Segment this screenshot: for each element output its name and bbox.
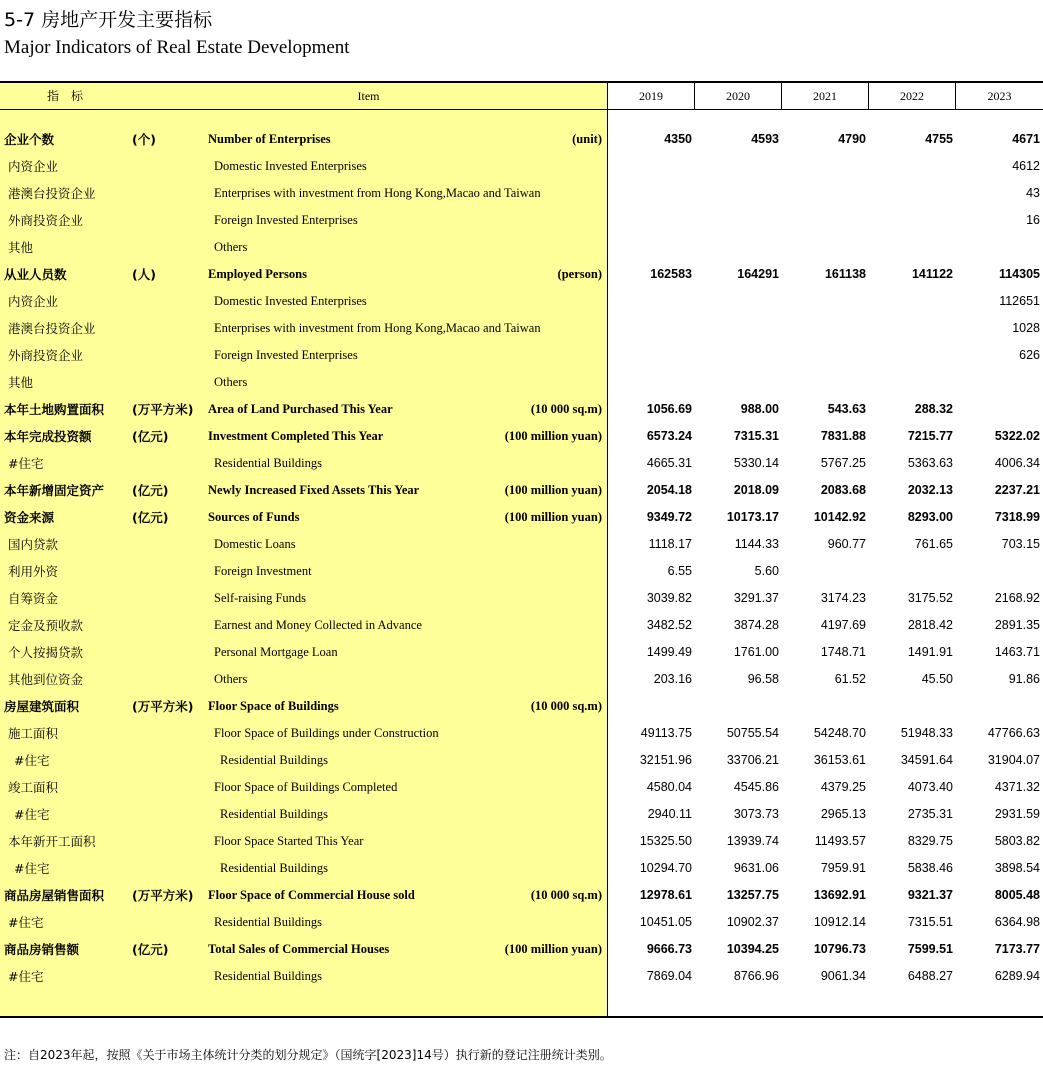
table-row: [0, 720, 1043, 747]
value-cell: 3482.52: [646, 618, 692, 632]
indicator-name-cn: 商品房屋销售面积: [4, 888, 105, 903]
value-cell: 960.77: [827, 537, 866, 551]
table-row: [0, 342, 1043, 369]
indicator-name-cn: 其他: [8, 240, 34, 255]
unit-en: (10 000 sq.m): [530, 402, 602, 416]
value-cell: 10173.17: [726, 510, 779, 524]
indicator-name-en: Self-raising Funds: [214, 591, 307, 605]
table-row: [0, 774, 1043, 801]
value-cell: 61.52: [834, 672, 866, 686]
footnote: 注：自2023年起，按照《关于市场主体统计分类的划分规定》（国统字[2023]14号）执行新的登记注册统计类别。: [4, 1048, 612, 1062]
table-row: [0, 828, 1043, 855]
value-cell: 10796.73: [813, 942, 866, 956]
value-cell: 50755.54: [726, 726, 779, 740]
value-cell: 9666.73: [646, 942, 692, 956]
value-cell: 96.58: [747, 672, 779, 686]
value-cell: 164291: [737, 267, 779, 281]
indicator-name-en: Residential Buildings: [214, 969, 322, 983]
unit-en: (100 million yuan): [504, 483, 602, 497]
value-cell: 10294.70: [639, 861, 692, 875]
indicator-name-en: Floor Space of Buildings: [208, 699, 339, 713]
value-cell: 45.50: [921, 672, 953, 686]
value-cell: 703.15: [1001, 537, 1040, 551]
table-row: [0, 153, 1043, 180]
header-item: Item: [357, 89, 380, 103]
table-row: [0, 666, 1043, 693]
indicator-name-en: Sources of Funds: [208, 510, 300, 524]
value-cell: 5322.02: [994, 429, 1040, 443]
header-bottom-rule: [0, 109, 1043, 110]
unit-cn: (人): [132, 267, 156, 282]
indicator-name-cn: 其他: [8, 375, 34, 390]
value-cell: 47766.63: [987, 726, 1040, 740]
indicator-name-en: Investment Completed This Year: [208, 429, 384, 443]
value-cell: 1748.71: [820, 645, 866, 659]
value-cell: 1056.69: [646, 402, 692, 416]
value-cell: 2018.09: [733, 483, 779, 497]
value-cell: 6364.98: [994, 915, 1040, 929]
value-cell: 9061.34: [820, 969, 866, 983]
value-cell: 10912.14: [813, 915, 866, 929]
value-cell: 7215.77: [907, 429, 953, 443]
indicator-name-en: Residential Buildings: [214, 915, 322, 929]
value-cell: 11493.57: [814, 834, 866, 848]
value-cell: 5.60: [754, 564, 779, 578]
value-cell: 4371.32: [994, 780, 1040, 794]
table-row: [0, 261, 1043, 288]
value-cell: 1028: [1012, 321, 1040, 335]
value-cell: 1761.00: [733, 645, 779, 659]
value-cell: 1144.33: [734, 537, 779, 551]
table-row: [0, 126, 1043, 153]
value-cell: 3291.37: [733, 591, 779, 605]
unit-en: (100 million yuan): [504, 429, 602, 443]
table-row: [0, 207, 1043, 234]
value-cell: 1491.91: [907, 645, 953, 659]
value-cell: 13692.91: [813, 888, 866, 902]
value-cell: 4665.31: [646, 456, 692, 470]
value-cell: 5803.82: [994, 834, 1040, 848]
unit-cn: (亿元): [132, 942, 169, 957]
value-cell: 9321.37: [907, 888, 953, 902]
indicator-name-en: Residential Buildings: [220, 807, 328, 821]
value-cell: 13257.75: [726, 888, 779, 902]
indicator-name-cn: 港澳台投资企业: [8, 186, 96, 201]
value-cell: 10902.37: [726, 915, 779, 929]
value-cell: 49113.75: [640, 726, 692, 740]
table-row: [0, 558, 1043, 585]
value-cell: 988.00: [740, 402, 779, 416]
indicator-name-en: Enterprises with investment from Hong Kong,Macao and Taiwan: [214, 186, 541, 200]
value-cell: 3898.54: [994, 861, 1040, 875]
table-row: [0, 747, 1043, 774]
indicator-name-cn: 定金及预收款: [8, 618, 84, 633]
value-cell: 4006.34: [994, 456, 1040, 470]
value-cell: 7831.88: [820, 429, 866, 443]
value-cell: 9349.72: [646, 510, 692, 524]
indicator-name-en: Newly Increased Fixed Assets This Year: [208, 483, 420, 497]
indicator-name-en: Residential Buildings: [214, 456, 322, 470]
indicator-name-cn: 从业人员数: [4, 267, 67, 282]
indicator-name-en: Floor Space of Commercial House sold: [208, 888, 415, 902]
value-cell: 3174.23: [820, 591, 866, 605]
indicator-name-en: Personal Mortgage Loan: [214, 645, 338, 659]
value-cell: 2940.11: [647, 807, 692, 821]
table-row: [0, 423, 1043, 450]
value-cell: 7315.51: [907, 915, 953, 929]
indicator-name-en: Domestic Invested Enterprises: [214, 294, 367, 308]
indicator-name-en: Domestic Loans: [214, 537, 296, 551]
value-cell: 4612: [1012, 159, 1040, 173]
value-cell: 626: [1019, 348, 1040, 362]
indicator-name-cn: #住宅: [8, 969, 44, 984]
indicator-name-cn: 内资企业: [8, 159, 59, 174]
unit-en: (unit): [572, 132, 602, 146]
value-cell: 8005.48: [994, 888, 1040, 902]
indicator-name-en: Employed Persons: [208, 267, 307, 281]
indicator-name-cn: 房屋建筑面积: [4, 699, 80, 714]
indicator-name-cn: 施工面积: [8, 726, 59, 741]
indicator-name-en: Residential Buildings: [220, 861, 328, 875]
value-cell: 4379.25: [820, 780, 866, 794]
value-cell: 4671: [1012, 132, 1040, 146]
unit-en: (100 million yuan): [504, 942, 602, 956]
value-cell: 141122: [911, 267, 953, 281]
indicator-name-cn: 企业个数: [4, 132, 55, 147]
table-row: [0, 693, 1043, 720]
value-cell: 6289.94: [994, 969, 1040, 983]
header-year: 2021: [813, 89, 837, 103]
indicator-name-cn: 外商投资企业: [8, 348, 84, 363]
value-cell: 543.63: [827, 402, 866, 416]
value-cell: 1499.49: [646, 645, 692, 659]
indicator-name-cn: 本年土地购置面积: [4, 402, 105, 417]
value-cell: 2965.13: [820, 807, 866, 821]
table-row: [0, 288, 1043, 315]
value-cell: 5363.63: [907, 456, 953, 470]
table-title-cn: 5-7 房地产开发主要指标: [4, 9, 213, 31]
value-cell: 10142.92: [813, 510, 866, 524]
value-cell: 288.32: [914, 402, 953, 416]
value-cell: 5767.25: [820, 456, 866, 470]
unit-en: (person): [557, 267, 602, 281]
header-year: 2019: [639, 89, 663, 103]
value-cell: 3039.82: [646, 591, 692, 605]
value-cell: 4197.69: [820, 618, 866, 632]
value-cell: 5330.14: [733, 456, 779, 470]
value-cell: 2818.42: [907, 618, 953, 632]
value-cell: 7173.77: [994, 942, 1040, 956]
indicator-name-cn: 外商投资企业: [8, 213, 84, 228]
value-cell: 5838.46: [907, 861, 953, 875]
value-cell: 34591.64: [900, 753, 953, 767]
value-cell: 1463.71: [994, 645, 1040, 659]
value-cell: 2083.68: [820, 483, 866, 497]
value-cell: 2891.35: [994, 618, 1040, 632]
table-body: [0, 126, 1043, 990]
indicator-name-en: Floor Space Started This Year: [214, 834, 364, 848]
indicator-name-en: Others: [214, 240, 248, 254]
table-row: [0, 531, 1043, 558]
value-cell: 91.86: [1008, 672, 1040, 686]
indicator-name-cn: 本年新增固定资产: [4, 483, 105, 498]
value-cell: 8293.00: [907, 510, 953, 524]
indicator-name-en: Domestic Invested Enterprises: [214, 159, 367, 173]
value-cell: 2054.18: [646, 483, 692, 497]
indicator-name-en: Enterprises with investment from Hong Kong,Macao and Taiwan: [214, 321, 541, 335]
value-cell: 7315.31: [733, 429, 779, 443]
value-cell: 3175.52: [907, 591, 953, 605]
indicator-name-en: Foreign Invested Enterprises: [214, 213, 358, 227]
indicator-name-en: Others: [214, 375, 248, 389]
value-cell: 2931.59: [994, 807, 1040, 821]
value-cell: 7869.04: [646, 969, 692, 983]
value-cell: 7318.99: [994, 510, 1040, 524]
indicator-name-cn: 个人按揭贷款: [8, 645, 84, 660]
unit-cn: (亿元): [132, 483, 169, 498]
table-row: [0, 963, 1043, 990]
value-cell: 8329.75: [907, 834, 953, 848]
header-year: 2022: [900, 89, 924, 103]
value-cell: 10451.05: [639, 915, 692, 929]
header-year: 2020: [726, 89, 750, 103]
indicator-name-en: Foreign Invested Enterprises: [214, 348, 358, 362]
table-row: [0, 639, 1043, 666]
indicator-name-cn: 其他到位资金: [8, 672, 84, 687]
value-cell: 43: [1026, 186, 1040, 200]
indicator-name-cn: #住宅: [14, 861, 50, 876]
header-year: 2023: [987, 89, 1012, 103]
indicator-name-en: Residential Buildings: [220, 753, 328, 767]
value-cell: 36153.61: [813, 753, 866, 767]
value-cell: 8766.96: [733, 969, 779, 983]
value-cell: 51948.33: [900, 726, 953, 740]
indicator-name-cn: 内资企业: [8, 294, 59, 309]
indicator-name-cn: 资金来源: [4, 510, 55, 525]
indicator-name-cn: 自筹资金: [8, 591, 59, 606]
header-indicator: 指 标: [46, 89, 83, 103]
value-cell: 4350: [664, 132, 692, 146]
value-cell: 4593: [751, 132, 779, 146]
indicator-name-en: Floor Space of Buildings under Construction: [214, 726, 439, 740]
value-cell: 15325.50: [639, 834, 692, 848]
table-row: [0, 585, 1043, 612]
value-cell: 33706.21: [726, 753, 779, 767]
value-cell: 12978.61: [639, 888, 692, 902]
indicator-name-cn: 本年完成投资额: [4, 429, 92, 444]
unit-cn: (亿元): [132, 429, 169, 444]
unit-en: (100 million yuan): [504, 510, 602, 524]
indicator-name-en: Floor Space of Buildings Completed: [214, 780, 398, 794]
indicator-name-cn: 国内贷款: [8, 537, 59, 552]
table-row: [0, 909, 1043, 936]
table-row: [0, 936, 1043, 963]
value-cell: 2032.13: [907, 483, 953, 497]
table-title-en: Major Indicators of Real Estate Development: [4, 37, 350, 58]
value-cell: 16: [1026, 213, 1040, 227]
value-cell: 162583: [650, 267, 692, 281]
table-row: [0, 477, 1043, 504]
indicator-name-cn: 利用外资: [8, 564, 59, 579]
value-cell: 7599.51: [907, 942, 953, 956]
table-row: [0, 504, 1043, 531]
value-cell: 6488.27: [907, 969, 953, 983]
indicator-name-cn: 竣工面积: [8, 780, 59, 795]
table-row: [0, 612, 1043, 639]
value-cell: 32151.96: [639, 753, 692, 767]
table-row: [0, 234, 1043, 261]
table-row: [0, 369, 1043, 396]
unit-en: (10 000 sq.m): [530, 888, 602, 902]
value-cell: 4755: [925, 132, 953, 146]
unit-cn: (亿元): [132, 510, 169, 525]
table-row: [0, 882, 1043, 909]
value-cell: 4073.40: [907, 780, 953, 794]
unit-en: (10 000 sq.m): [530, 699, 602, 713]
value-cell: 9631.06: [733, 861, 779, 875]
value-cell: 203.16: [653, 672, 692, 686]
indicator-name-cn: 本年新开工面积: [8, 834, 96, 849]
table-row: [0, 180, 1043, 207]
value-cell: 4580.04: [646, 780, 692, 794]
value-cell: 6.55: [667, 564, 692, 578]
value-cell: 13939.74: [726, 834, 779, 848]
unit-cn: (万平方米): [132, 888, 194, 903]
table-row: [0, 801, 1043, 828]
value-cell: 3874.28: [733, 618, 779, 632]
value-cell: 761.65: [914, 537, 953, 551]
indicator-name-cn: 港澳台投资企业: [8, 321, 96, 336]
unit-cn: (个): [132, 132, 156, 147]
indicator-name-cn: #住宅: [8, 456, 44, 471]
value-cell: 54248.70: [813, 726, 866, 740]
value-cell: 2237.21: [994, 483, 1040, 497]
unit-cn: (万平方米): [132, 699, 194, 714]
value-cell: 114305: [998, 267, 1040, 281]
value-cell: 112651: [999, 294, 1040, 308]
value-cell: 31904.07: [987, 753, 1040, 767]
value-cell: 2735.31: [907, 807, 953, 821]
table-row: [0, 855, 1043, 882]
value-cell: 6573.24: [646, 429, 692, 443]
unit-cn: (万平方米): [132, 402, 194, 417]
indicator-name-cn: 商品房销售额: [4, 942, 80, 957]
value-cell: 2168.92: [994, 591, 1040, 605]
table-bottom-rule: [0, 1016, 1043, 1018]
indicator-name-en: Total Sales of Commercial Houses: [208, 942, 390, 956]
value-cell: 4790: [838, 132, 866, 146]
indicator-name-en: Area of Land Purchased This Year: [208, 402, 393, 416]
indicator-name-en: Number of Enterprises: [208, 132, 331, 146]
value-cell: 10394.25: [726, 942, 779, 956]
value-cell: 1118.17: [648, 537, 692, 551]
indicator-name-en: Earnest and Money Collected in Advance: [214, 618, 422, 632]
value-cell: 7959.91: [820, 861, 866, 875]
table-row: [0, 396, 1043, 423]
value-cell: 4545.86: [733, 780, 779, 794]
indicator-name-en: Foreign Investment: [214, 564, 312, 578]
value-cell: 161138: [824, 267, 866, 281]
value-cell: 3073.73: [733, 807, 779, 821]
indicator-name-cn: #住宅: [14, 807, 50, 822]
table-row: [0, 450, 1043, 477]
table-row: [0, 315, 1043, 342]
indicator-name-cn: #住宅: [14, 753, 50, 768]
indicator-name-cn: #住宅: [8, 915, 44, 930]
indicator-name-en: Others: [214, 672, 248, 686]
